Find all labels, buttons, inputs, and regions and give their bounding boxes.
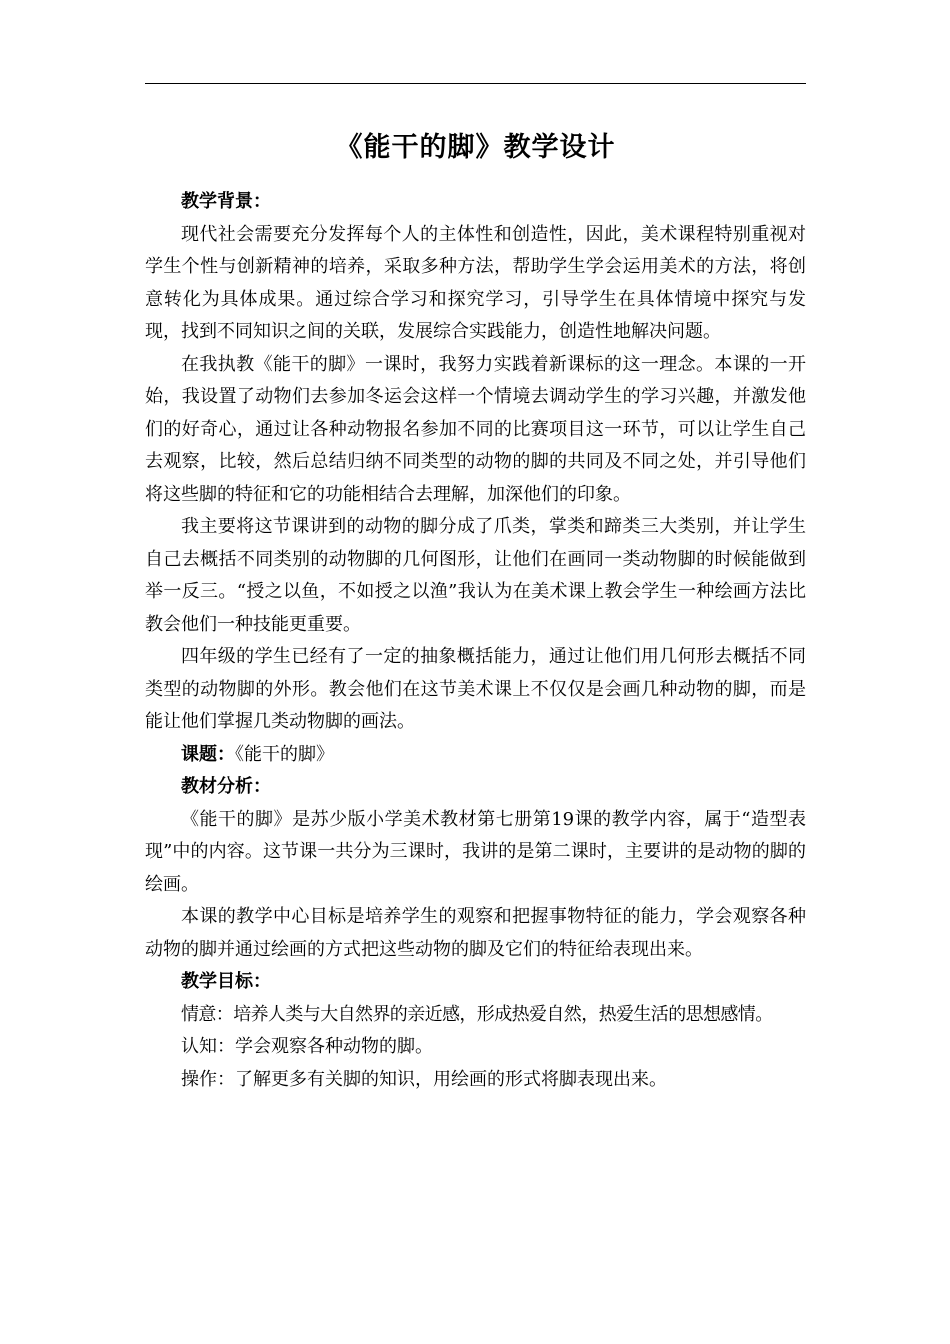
paragraph: 《能干的脚》是苏少版小学美术教材第七册第19课的教学内容，属于“造型表现”中的内容。这节课一共分为三课时，我讲的是第二课时，主要讲的是动物的脚的绘画。 [145, 808, 806, 895]
section-heading-goals: 教学目标： [181, 971, 271, 992]
section-heading-background: 教学背景： [181, 191, 271, 212]
header-rule [145, 83, 806, 84]
topic-label: 课题： [181, 743, 235, 765]
paragraph: 本课的教学中心目标是培养学生的观察和把握事物特征的能力，学会观察各种动物的脚并通过绘画的方式把这些动物的脚及它们的特征给表现出来。 [145, 906, 806, 960]
paragraph: 现代社会需要充分发挥每个人的主体性和创造性，因此，美术课程特别重视对学生个性与创新精神的培养，采取多种方法，帮助学生学会运用美术的方法，将创意转化为具体成果。通过综合学习和探究学习，引导学生在具体情境中探究与发现，找到不同知识之间的关联，发展综合实践能力，创造性地解决问题。 [145, 223, 806, 342]
topic-line [145, 739, 806, 772]
goal-item: 认知：学会观察各种动物的脚。 [181, 1036, 433, 1057]
document-body [145, 186, 806, 1096]
paragraph: 四年级的学生已经有了一定的抽象概括能力，通过让他们用几何形去概括不同类型的动物脚的外形。教会他们在这节美术课上不仅仅是会画几种动物的脚，而是能让他们掌握几类动物脚的画法。 [145, 646, 806, 732]
section-heading-analysis: 教材分析： [181, 776, 271, 797]
document-title: 《能干的脚》教学设计 [335, 132, 616, 163]
goal-item: 情意：培养人类与大自然界的亲近感，形成热爱自然，热爱生活的思想感情。 [181, 1003, 773, 1025]
paragraph: 我主要将这节课讲到的动物的脚分成了爪类，掌类和蹄类三大类别，并让学生自己去概括不同类别的动物脚的几何图形，让他们在画同一类动物脚的时候能做到举一反三。“授之以鱼，不如授之以渔”我认为在美术课上教会学生一种绘画方法比教会他们一种技能更重要。 [145, 516, 806, 635]
topic-value: 《能干的脚》 [235, 743, 334, 765]
goal-item: 操作：了解更多有关脚的知识，用绘画的形式将脚表现出来。 [181, 1068, 667, 1090]
paragraph: 在我执教《能干的脚》一课时，我努力实践着新课标的这一理念。本课的一开始，我设置了动物们去参加冬运会这样一个情境去调动学生的学习兴趣，并激发他们的好奇心，通过让各种动物报名参加不同的比赛项目这一环节，可以让学生自己去观察，比较，然后总结归纳不同类型的动物的脚的共同及不同之处，并引导他们将这些脚的特征和它的功能相结合去理解，加深他们的印象。 [145, 353, 806, 505]
